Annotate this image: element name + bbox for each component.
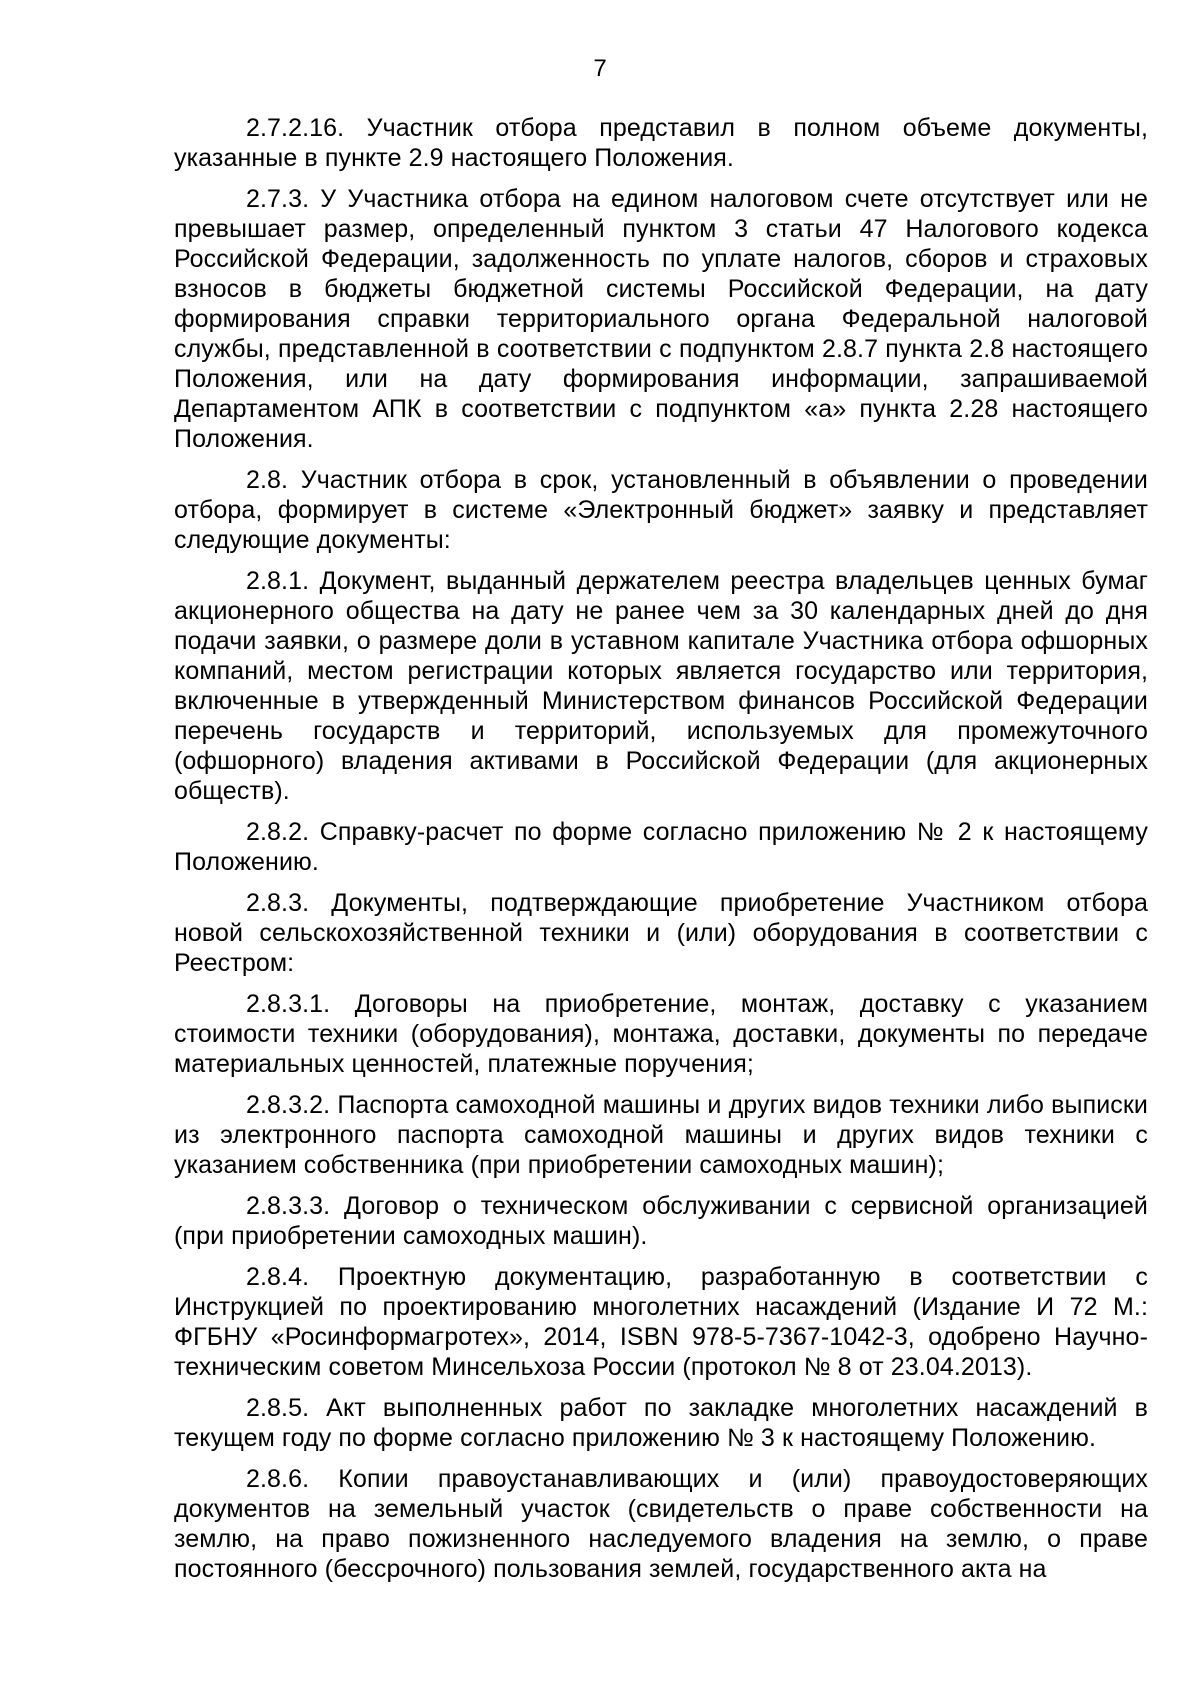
paragraph-2-8-3-3: 2.8.3.3. Договор о техническом обслуживании с сервисной организацией (при приобретении самоходных машин). <box>174 1192 1148 1250</box>
paragraph-2-8: 2.8. Участник отбора в срок, установленный в объявлении о проведении отбора, формирует в системе «Электронный бюджет» заявку и представляет следующие документы: <box>174 466 1148 554</box>
paragraph-2-7-2-16: 2.7.2.16. Участник отбора представил в полном объеме документы, указанные в пункте 2.9 настоящего Положения. <box>174 114 1148 172</box>
paragraph-2-8-5: 2.8.5. Акт выполненных работ по закладке многолетних насаждений в текущем году по форме согласно приложению № 3 к настоящему Положению. <box>174 1394 1148 1452</box>
page-number: 7 <box>593 55 607 82</box>
paragraph-2-8-4: 2.8.4. Проектную документацию, разработанную в соответствии с Инструкцией по проектированию многолетних насаждений (Издание И 72 М.: ФГБНУ «Росинформагротех», 2014, ISBN 978-5-7367-1042-3, одобрено Научно-техническим советом Минсельхоза России (протокол № 8 от 23.04.2013). <box>174 1263 1148 1381</box>
document-body <box>174 113 1148 1595</box>
paragraph-2-7-3: 2.7.3. У Участника отбора на едином налоговом счете отсутствует или не превышает размер, определенный пунктом 3 статьи 47 Налогового кодекса Российской Федерации, задолженность по уплате налогов, сборов и страховых взносов в бюджеты бюджетной системы Российской Федерации, на дату формирования справки территориального органа Федеральной налоговой службы, представленной в соответствии с подпунктом 2.8.7 пункта 2.8 настоящего Положения, или на дату формирования информации, запрашиваемой Департаментом АПК в соответствии с подпунктом «а» пункта 2.28 настоящего Положения. <box>174 185 1148 453</box>
paragraph-2-8-3-2: 2.8.3.2. Паспорта самоходной машины и других видов техники либо выписки из электронного паспорта самоходной машины и других видов техники с указанием собственника (при приобретении самоходных машин); <box>174 1091 1148 1179</box>
paragraph-2-8-3-1: 2.8.3.1. Договоры на приобретение, монтаж, доставку с указанием стоимости техники (оборудования), монтажа, доставки, документы по передаче материальных ценностей, платежные поручения; <box>174 990 1148 1078</box>
paragraph-2-8-2: 2.8.2. Справку-расчет по форме согласно приложению № 2 к настоящему Положению. <box>174 818 1148 876</box>
paragraph-2-8-3: 2.8.3. Документы, подтверждающие приобретение Участником отбора новой сельскохозяйственной техники и (или) оборудования в соответствии с Реестром: <box>174 889 1148 977</box>
paragraph-2-8-1: 2.8.1. Документ, выданный держателем реестра владельцев ценных бумаг акционерного общества на дату не ранее чем за 30 календарных дней до дня подачи заявки, о размере доли в уставном капитале Участника отбора офшорных компаний, местом регистрации которых является государство или территория, включенные в утвержденный Министерством финансов Российской Федерации перечень государств и территорий, используемых для промежуточного (офшорного) владения активами в Российской Федерации (для акционерных обществ). <box>174 567 1148 805</box>
paragraph-2-8-6: 2.8.6. Копии правоустанавливающих и (или) правоудостоверяющих документов на земельный участок (свидетельств о праве собственности на землю, на право пожизненного наследуемого владения на землю, о праве постоянного (бессрочного) пользования землей, государственного акта на <box>174 1465 1148 1583</box>
